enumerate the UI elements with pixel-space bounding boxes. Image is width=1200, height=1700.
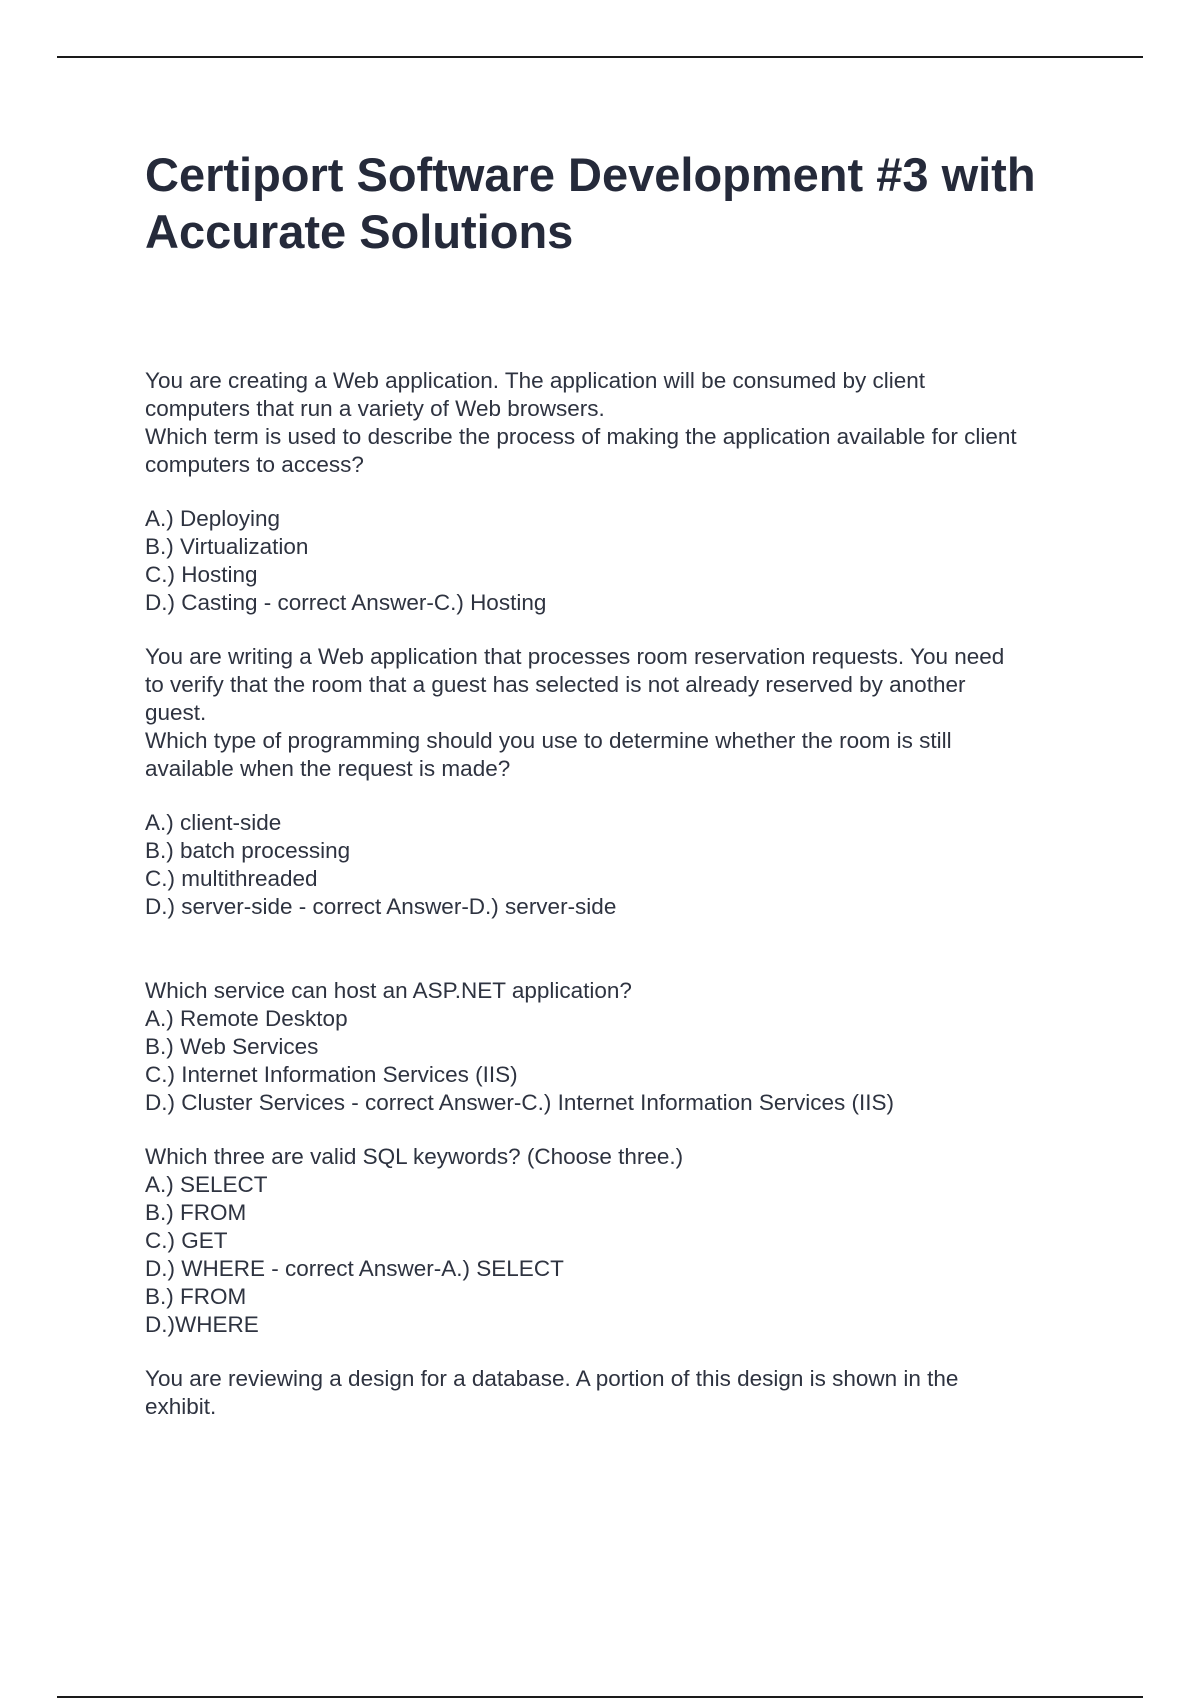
question-text: You are creating a Web application. The application will be consumed by client: [145, 368, 926, 393]
document-body: [145, 367, 1090, 1421]
answer-option: A.) Remote Desktop: [145, 1006, 348, 1031]
answer-option: C.) multithreaded: [145, 866, 318, 891]
question-3: [145, 977, 1090, 1117]
question-text: You are reviewing a design for a database. A portion of this design is shown in the: [145, 1366, 959, 1391]
title-line: Certiport Software Development #3 with: [145, 148, 1036, 201]
answer-option: D.) Casting - correct Answer-C.) Hosting: [145, 590, 547, 615]
answer-option: B.) batch processing: [145, 838, 351, 863]
answer-option: D.)WHERE: [145, 1312, 259, 1337]
answer-option: D.) WHERE - correct Answer-A.) SELECT: [145, 1256, 564, 1281]
answer-option: D.) Cluster Services - correct Answer-C.) Internet Information Services (IIS): [145, 1090, 894, 1115]
document-title: [145, 146, 1095, 260]
question-text: guest.: [145, 700, 207, 725]
answer-option: C.) Internet Information Services (IIS): [145, 1062, 518, 1087]
question-5: [145, 1365, 1090, 1421]
question-text: Which three are valid SQL keywords? (Choose three.): [145, 1144, 684, 1169]
answer-option: A.) SELECT: [145, 1172, 268, 1197]
question-4: [145, 1143, 1090, 1339]
answer-option: D.) server-side - correct Answer-D.) server-side: [145, 894, 617, 919]
question-text: computers that run a variety of Web browsers.: [145, 396, 605, 421]
answer-option: B.) FROM: [145, 1200, 247, 1225]
top-rule: [57, 56, 1143, 58]
question-text: computers to access?: [145, 452, 364, 477]
answer-option: C.) GET: [145, 1228, 228, 1253]
answer-option: C.) Hosting: [145, 562, 258, 587]
question-text: to verify that the room that a guest has selected is not already reserved by another: [145, 672, 966, 697]
question-text: available when the request is made?: [145, 756, 511, 781]
bottom-rule: [57, 1696, 1143, 1698]
answer-option: B.) FROM: [145, 1284, 247, 1309]
answer-option: A.) client-side: [145, 810, 282, 835]
question-1: [145, 367, 1090, 617]
question-2: [145, 643, 1090, 921]
answer-option: B.) Virtualization: [145, 534, 309, 559]
question-text: You are writing a Web application that processes room reservation requests. You need: [145, 644, 1005, 669]
question-text: Which term is used to describe the process of making the application available for client: [145, 424, 1017, 449]
question-text: Which service can host an ASP.NET application?: [145, 978, 632, 1003]
question-text: exhibit.: [145, 1394, 217, 1419]
answer-option: A.) Deploying: [145, 506, 281, 531]
title-line: Accurate Solutions: [145, 205, 574, 258]
answer-option: B.) Web Services: [145, 1034, 319, 1059]
question-text: Which type of programming should you use to determine whether the room is still: [145, 728, 952, 753]
